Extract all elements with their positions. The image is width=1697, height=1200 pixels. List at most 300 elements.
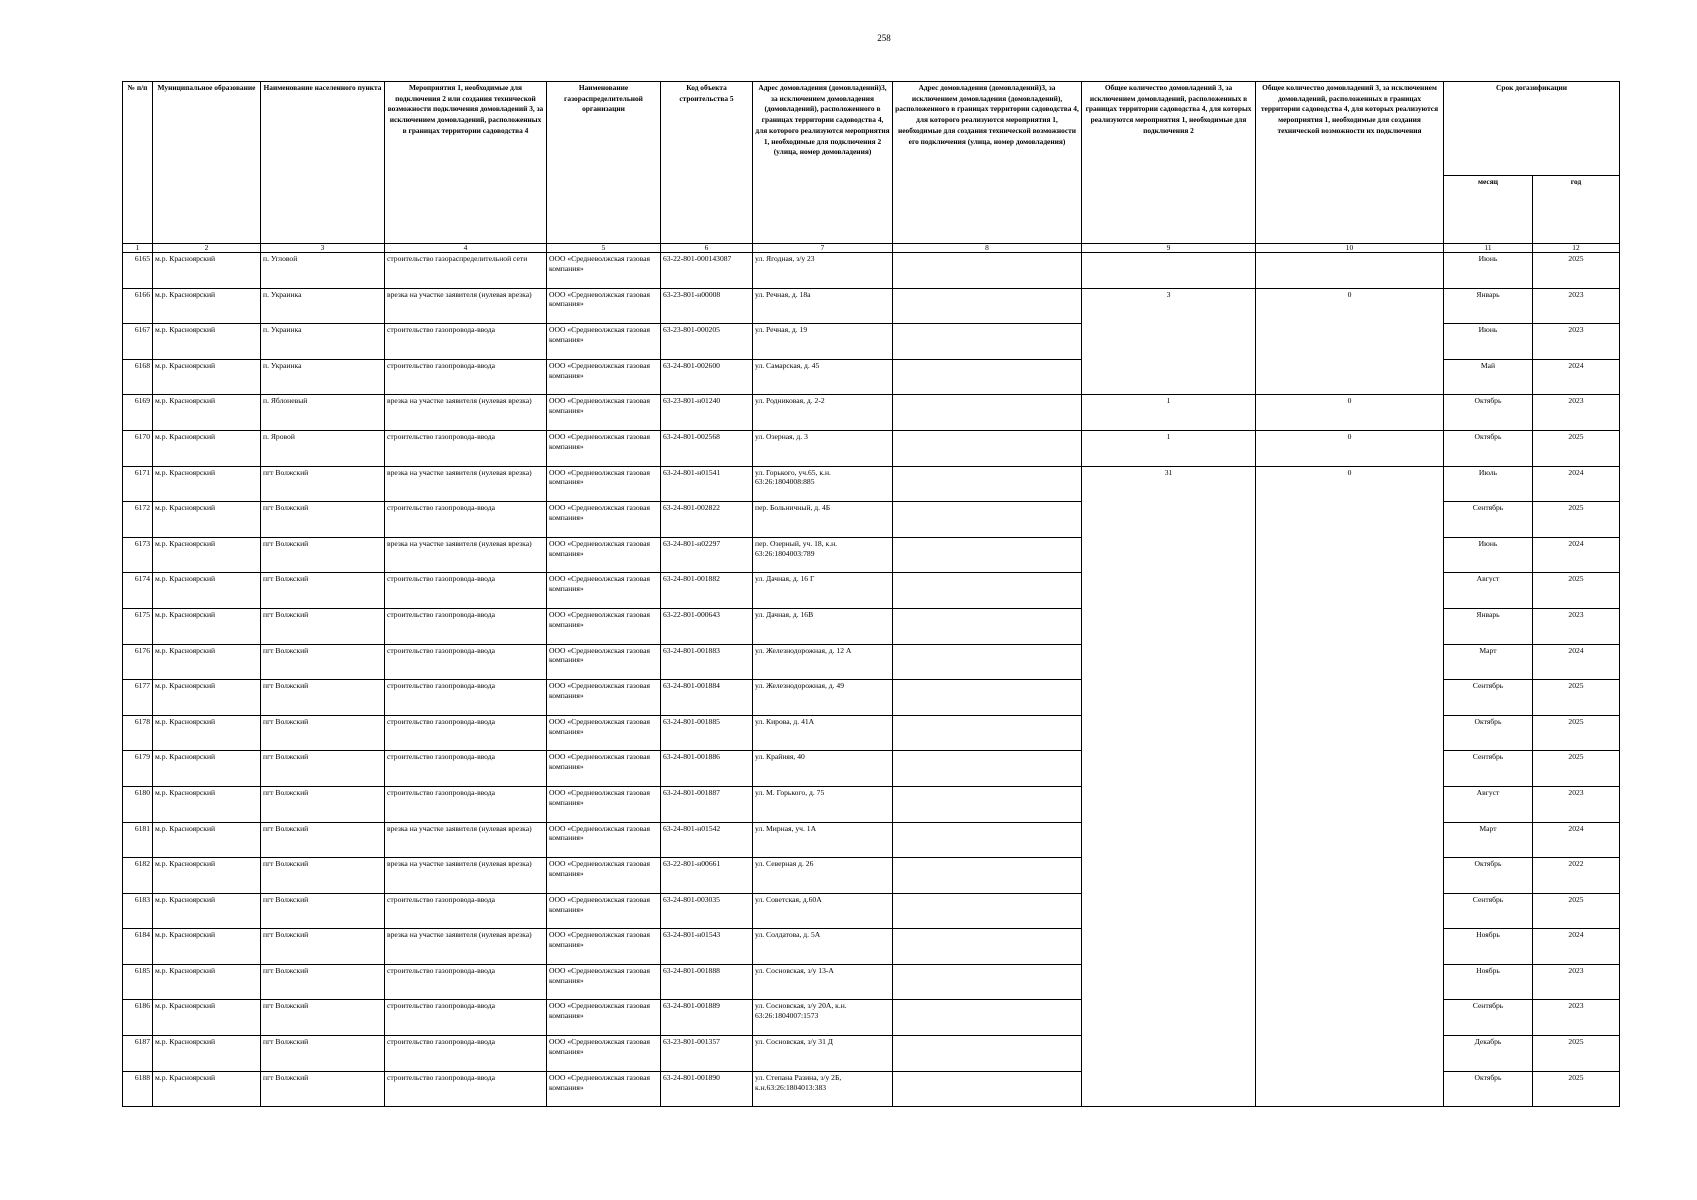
- row-number: 6183: [123, 893, 153, 929]
- header-count-connection: Общее количество домовладений 3, за исключением домовладений, расположенных в границах территории садоводства 4, для которых реализуются мероприятия 1, необходимые для подключения 2: [1082, 82, 1256, 244]
- row-address-tech: [893, 751, 1082, 787]
- row-object-code: 63-22-801-н00661: [661, 858, 753, 894]
- column-number: 6: [661, 244, 753, 253]
- row-count-tech: [1256, 929, 1444, 965]
- row-settlement: пгт Волжский: [261, 964, 385, 1000]
- row-address: ул. Дачная, д. 16В: [753, 608, 893, 644]
- row-address: ул. Железнодорожная, д. 12 А: [753, 644, 893, 680]
- row-address-tech: [893, 858, 1082, 894]
- row-number: 6173: [123, 537, 153, 573]
- row-object-code: 63-24-801-001882: [661, 573, 753, 609]
- row-measure: строительство газопровода-ввода: [385, 608, 547, 644]
- row-number: 6171: [123, 466, 153, 502]
- header-object-code: Код объекта строительства 5: [661, 82, 753, 244]
- row-organization: ООО «Средневолжская газовая компания»: [547, 324, 661, 360]
- table-row: [123, 466, 1620, 502]
- header-count-tech: Общее количество домовладений 3, за исключением домовладений, расположенных в границах территории садоводства 4, для которых реализуются мероприятия 1, необходимые для создания технической возможности их подключения: [1256, 82, 1444, 244]
- column-number-row: [123, 244, 1620, 253]
- row-measure: строительство газопровода-ввода: [385, 964, 547, 1000]
- table-row: [123, 822, 1620, 858]
- row-count-connection: 3: [1082, 288, 1256, 324]
- gasification-table: [122, 81, 1620, 1107]
- row-object-code: 63-24-801-001886: [661, 751, 753, 787]
- table-row: [123, 644, 1620, 680]
- row-organization: ООО «Средневолжская газовая компания»: [547, 858, 661, 894]
- row-count-tech: 0: [1256, 430, 1444, 466]
- row-month: Октябрь: [1444, 858, 1533, 894]
- row-object-code: 63-24-801-001885: [661, 715, 753, 751]
- row-year: 2024: [1533, 929, 1620, 965]
- row-year: 2024: [1533, 822, 1620, 858]
- header-row: [123, 82, 1620, 176]
- row-year: 2025: [1533, 502, 1620, 538]
- row-measure: строительство газопровода-ввода: [385, 893, 547, 929]
- row-month: Сентябрь: [1444, 1000, 1533, 1036]
- row-year: 2023: [1533, 395, 1620, 431]
- row-count-connection: [1082, 573, 1256, 609]
- row-municipality: м.р. Красноярский: [153, 573, 261, 609]
- row-address-tech: [893, 680, 1082, 716]
- row-address-tech: [893, 1036, 1082, 1072]
- row-object-code: 63-24-801-001883: [661, 644, 753, 680]
- row-number: 6178: [123, 715, 153, 751]
- row-count-tech: [1256, 644, 1444, 680]
- row-object-code: 63-24-801-н01543: [661, 929, 753, 965]
- row-measure: строительство газопровода-ввода: [385, 644, 547, 680]
- row-measure: строительство газопровода-ввода: [385, 786, 547, 822]
- row-address: ул. Речная, д. 19: [753, 324, 893, 360]
- row-settlement: п. Украинка: [261, 288, 385, 324]
- row-measure: врезка на участке заявителя (нулевая врезка): [385, 395, 547, 431]
- column-number: 4: [385, 244, 547, 253]
- row-measure: строительство газопровода-ввода: [385, 1036, 547, 1072]
- row-number: 6167: [123, 324, 153, 360]
- row-address: ул. Железнодорожная, д. 49: [753, 680, 893, 716]
- row-month: Сентябрь: [1444, 502, 1533, 538]
- row-municipality: м.р. Красноярский: [153, 608, 261, 644]
- row-count-tech: [1256, 751, 1444, 787]
- row-object-code: 63-22-801-000143087: [661, 253, 753, 289]
- row-address-tech: [893, 466, 1082, 502]
- row-count-connection: [1082, 359, 1256, 395]
- row-month: Сентябрь: [1444, 751, 1533, 787]
- row-municipality: м.р. Красноярский: [153, 324, 261, 360]
- row-count-tech: [1256, 893, 1444, 929]
- row-month: Ноябрь: [1444, 964, 1533, 1000]
- row-count-connection: 31: [1082, 466, 1256, 502]
- row-month: Июль: [1444, 466, 1533, 502]
- row-number: 6166: [123, 288, 153, 324]
- row-count-connection: [1082, 751, 1256, 787]
- row-measure: строительство газопровода-ввода: [385, 573, 547, 609]
- column-number: 2: [153, 244, 261, 253]
- row-address: ул. Крайняя, 40: [753, 751, 893, 787]
- row-month: Октябрь: [1444, 715, 1533, 751]
- row-count-tech: [1256, 573, 1444, 609]
- row-count-tech: 0: [1256, 466, 1444, 502]
- row-organization: ООО «Средневолжская газовая компания»: [547, 751, 661, 787]
- row-settlement: пгт Волжский: [261, 466, 385, 502]
- row-settlement: пгт Волжский: [261, 751, 385, 787]
- row-count-connection: [1082, 1036, 1256, 1072]
- table-row: [123, 288, 1620, 324]
- row-settlement: п. Яблоневый: [261, 395, 385, 431]
- row-year: 2025: [1533, 680, 1620, 716]
- row-count-connection: [1082, 1000, 1256, 1036]
- row-address-tech: [893, 893, 1082, 929]
- row-measure: строительство газопровода-ввода: [385, 324, 547, 360]
- row-settlement: пгт Волжский: [261, 680, 385, 716]
- row-address: ул. Степана Разина, з/у 2Б, к.н.63:26:1804013:383: [753, 1071, 893, 1107]
- row-count-connection: [1082, 502, 1256, 538]
- table-row: [123, 893, 1620, 929]
- row-number: 6185: [123, 964, 153, 1000]
- row-organization: ООО «Средневолжская газовая компания»: [547, 430, 661, 466]
- row-address-tech: [893, 253, 1082, 289]
- row-address-tech: [893, 359, 1082, 395]
- header-address-tech: Адрес домовладения (домовладений)3, за исключением домовладения (домовладений), расположенного в границах территории садоводства 4, для которого реализуются мероприятия 1, необходимые для создания технической возможности его подключения (улица, номер домовладения): [893, 82, 1082, 244]
- row-object-code: 63-24-801-001888: [661, 964, 753, 1000]
- table-row: [123, 608, 1620, 644]
- row-municipality: м.р. Красноярский: [153, 858, 261, 894]
- row-object-code: 63-24-801-002568: [661, 430, 753, 466]
- row-measure: строительство газопровода-ввода: [385, 751, 547, 787]
- row-object-code: 63-24-801-002600: [661, 359, 753, 395]
- table-row: [123, 359, 1620, 395]
- column-number: 10: [1256, 244, 1444, 253]
- row-organization: ООО «Средневолжская газовая компания»: [547, 1000, 661, 1036]
- row-organization: ООО «Средневолжская газовая компания»: [547, 644, 661, 680]
- row-municipality: м.р. Красноярский: [153, 1036, 261, 1072]
- row-month: Октябрь: [1444, 395, 1533, 431]
- row-month: Июнь: [1444, 537, 1533, 573]
- row-municipality: м.р. Красноярский: [153, 288, 261, 324]
- row-settlement: пгт Волжский: [261, 1000, 385, 1036]
- row-number: 6165: [123, 253, 153, 289]
- row-month: Октябрь: [1444, 1071, 1533, 1107]
- row-count-connection: 1: [1082, 430, 1256, 466]
- column-number: 12: [1533, 244, 1620, 253]
- row-municipality: м.р. Красноярский: [153, 893, 261, 929]
- row-organization: ООО «Средневолжская газовая компания»: [547, 786, 661, 822]
- header-municipality: Муниципальное образование: [153, 82, 261, 244]
- row-count-connection: [1082, 929, 1256, 965]
- row-address-tech: [893, 1000, 1082, 1036]
- row-address-tech: [893, 430, 1082, 466]
- row-address-tech: [893, 1071, 1082, 1107]
- column-number: 7: [753, 244, 893, 253]
- row-settlement: пгт Волжский: [261, 1036, 385, 1072]
- row-count-tech: [1256, 1000, 1444, 1036]
- row-settlement: п. Украинка: [261, 359, 385, 395]
- row-address-tech: [893, 964, 1082, 1000]
- row-month: Март: [1444, 644, 1533, 680]
- row-count-connection: [1082, 893, 1256, 929]
- row-measure: строительство газопровода-ввода: [385, 502, 547, 538]
- row-count-connection: [1082, 786, 1256, 822]
- row-year: 2024: [1533, 537, 1620, 573]
- row-address-tech: [893, 929, 1082, 965]
- row-organization: ООО «Средневолжская газовая компания»: [547, 466, 661, 502]
- row-year: 2025: [1533, 893, 1620, 929]
- row-count-tech: 0: [1256, 288, 1444, 324]
- row-address: ул. Солдатова, д. 5А: [753, 929, 893, 965]
- row-year: 2025: [1533, 1036, 1620, 1072]
- row-address-tech: [893, 288, 1082, 324]
- row-number: 6181: [123, 822, 153, 858]
- row-municipality: м.р. Красноярский: [153, 253, 261, 289]
- row-number: 6168: [123, 359, 153, 395]
- row-month: Ноябрь: [1444, 929, 1533, 965]
- row-municipality: м.р. Красноярский: [153, 822, 261, 858]
- row-count-tech: [1256, 786, 1444, 822]
- row-number: 6176: [123, 644, 153, 680]
- row-count-tech: [1256, 502, 1444, 538]
- table-row: [123, 715, 1620, 751]
- row-address: ул. Северная д. 26: [753, 858, 893, 894]
- table-row: [123, 929, 1620, 965]
- row-address-tech: [893, 395, 1082, 431]
- row-month: Август: [1444, 786, 1533, 822]
- row-number: 6169: [123, 395, 153, 431]
- table-row: [123, 680, 1620, 716]
- row-organization: ООО «Средневолжская газовая компания»: [547, 680, 661, 716]
- row-number: 6186: [123, 1000, 153, 1036]
- row-month: Сентябрь: [1444, 893, 1533, 929]
- row-count-connection: [1082, 822, 1256, 858]
- row-number: 6187: [123, 1036, 153, 1072]
- row-measure: врезка на участке заявителя (нулевая врезка): [385, 466, 547, 502]
- row-object-code: 63-23-801-001357: [661, 1036, 753, 1072]
- row-number: 6182: [123, 858, 153, 894]
- row-count-tech: [1256, 1036, 1444, 1072]
- table-row: [123, 430, 1620, 466]
- row-object-code: 63-24-801-001889: [661, 1000, 753, 1036]
- row-count-connection: [1082, 1071, 1256, 1107]
- row-number: 6184: [123, 929, 153, 965]
- row-settlement: пгт Волжский: [261, 786, 385, 822]
- row-settlement: пгт Волжский: [261, 573, 385, 609]
- row-measure: врезка на участке заявителя (нулевая врезка): [385, 288, 547, 324]
- row-measure: строительство газопровода-ввода: [385, 680, 547, 716]
- row-settlement: п. Угловой: [261, 253, 385, 289]
- row-number: 6188: [123, 1071, 153, 1107]
- row-settlement: пгт Волжский: [261, 1071, 385, 1107]
- row-number: 6174: [123, 573, 153, 609]
- row-address-tech: [893, 786, 1082, 822]
- row-count-tech: [1256, 822, 1444, 858]
- row-municipality: м.р. Красноярский: [153, 751, 261, 787]
- column-number: 8: [893, 244, 1082, 253]
- row-settlement: пгт Волжский: [261, 644, 385, 680]
- row-year: 2023: [1533, 786, 1620, 822]
- row-month: Март: [1444, 822, 1533, 858]
- header-settlement: Наименование населенного пункта: [261, 82, 385, 244]
- column-number: 1: [123, 244, 153, 253]
- table-row: [123, 751, 1620, 787]
- row-year: 2023: [1533, 324, 1620, 360]
- row-measure: строительство газопровода-ввода: [385, 1071, 547, 1107]
- row-address: ул. Речная, д. 18а: [753, 288, 893, 324]
- row-address: ул. Родниковая, д. 2-2: [753, 395, 893, 431]
- row-month: Август: [1444, 573, 1533, 609]
- row-organization: ООО «Средневолжская газовая компания»: [547, 1036, 661, 1072]
- header-year: год: [1533, 176, 1620, 244]
- row-measure: строительство газораспределительной сети: [385, 253, 547, 289]
- row-settlement: п. Украинка: [261, 324, 385, 360]
- row-organization: ООО «Средневолжская газовая компания»: [547, 608, 661, 644]
- row-count-connection: [1082, 715, 1256, 751]
- row-address: ул. Ягодная, з/у 23: [753, 253, 893, 289]
- row-count-connection: [1082, 858, 1256, 894]
- row-count-tech: [1256, 715, 1444, 751]
- row-count-tech: [1256, 608, 1444, 644]
- row-month: Декабрь: [1444, 1036, 1533, 1072]
- row-municipality: м.р. Красноярский: [153, 715, 261, 751]
- row-year: 2025: [1533, 573, 1620, 609]
- row-count-tech: [1256, 324, 1444, 360]
- row-settlement: пгт Волжский: [261, 929, 385, 965]
- row-measure: строительство газопровода-ввода: [385, 1000, 547, 1036]
- row-measure: строительство газопровода-ввода: [385, 430, 547, 466]
- row-municipality: м.р. Красноярский: [153, 537, 261, 573]
- row-measure: строительство газопровода-ввода: [385, 715, 547, 751]
- page-number: 258: [877, 33, 891, 43]
- row-count-connection: [1082, 253, 1256, 289]
- row-count-tech: [1256, 359, 1444, 395]
- row-organization: ООО «Средневолжская газовая компания»: [547, 537, 661, 573]
- row-object-code: 63-22-801-000643: [661, 608, 753, 644]
- row-measure: врезка на участке заявителя (нулевая врезка): [385, 858, 547, 894]
- row-municipality: м.р. Красноярский: [153, 680, 261, 716]
- row-address-tech: [893, 715, 1082, 751]
- row-object-code: 63-23-801-000205: [661, 324, 753, 360]
- row-object-code: 63-24-801-001890: [661, 1071, 753, 1107]
- table-row: [123, 324, 1620, 360]
- table-row: [123, 537, 1620, 573]
- row-month: Сентябрь: [1444, 680, 1533, 716]
- row-organization: ООО «Средневолжская газовая компания»: [547, 715, 661, 751]
- row-object-code: 63-24-801-н01542: [661, 822, 753, 858]
- row-address: ул. М. Горького, д. 75: [753, 786, 893, 822]
- row-municipality: м.р. Красноярский: [153, 502, 261, 538]
- row-year: 2022: [1533, 858, 1620, 894]
- header-measures: Мероприятия 1, необходимые для подключения 2 или создания технической возможности подключения домовладений 3, за исключением домовладений, расположенных в границах территории садоводства 4: [385, 82, 547, 244]
- row-object-code: 63-23-801-н01240: [661, 395, 753, 431]
- row-organization: ООО «Средневолжская газовая компания»: [547, 929, 661, 965]
- row-number: 6172: [123, 502, 153, 538]
- row-address: ул. Самарская, д. 45: [753, 359, 893, 395]
- row-count-tech: 0: [1256, 395, 1444, 431]
- row-municipality: м.р. Красноярский: [153, 786, 261, 822]
- table-row: [123, 395, 1620, 431]
- table-row: [123, 1071, 1620, 1107]
- row-measure: врезка на участке заявителя (нулевая врезка): [385, 929, 547, 965]
- row-organization: ООО «Средневолжская газовая компания»: [547, 359, 661, 395]
- row-address: пер. Больничный, д. 4Б: [753, 502, 893, 538]
- row-object-code: 63-24-801-001884: [661, 680, 753, 716]
- row-measure: врезка на участке заявителя (нулевая врезка): [385, 822, 547, 858]
- row-number: 6179: [123, 751, 153, 787]
- row-month: Май: [1444, 359, 1533, 395]
- row-object-code: 63-24-801-001887: [661, 786, 753, 822]
- row-organization: ООО «Средневолжская газовая компания»: [547, 964, 661, 1000]
- row-settlement: пгт Волжский: [261, 858, 385, 894]
- row-number: 6180: [123, 786, 153, 822]
- row-object-code: 63-24-801-003035: [661, 893, 753, 929]
- header-address-connection: Адрес домовладения (домовладений)3, за исключением домовладения (домовладений), расположенного в границах территории садоводства 4, для которого реализуются мероприятия 1, необходимые для подключения 2 (улица, номер домовладения): [753, 82, 893, 244]
- row-measure: строительство газопровода-ввода: [385, 359, 547, 395]
- row-settlement: пгт Волжский: [261, 502, 385, 538]
- row-municipality: м.р. Красноярский: [153, 466, 261, 502]
- row-settlement: пгт Волжский: [261, 715, 385, 751]
- row-count-tech: [1256, 1071, 1444, 1107]
- header-deadline: Срок догазификации: [1444, 82, 1620, 176]
- table-row: [123, 253, 1620, 289]
- row-municipality: м.р. Красноярский: [153, 644, 261, 680]
- table-row: [123, 1036, 1620, 1072]
- row-address: ул. Мирная, уч. 1А: [753, 822, 893, 858]
- row-organization: ООО «Средневолжская газовая компания»: [547, 502, 661, 538]
- row-address-tech: [893, 537, 1082, 573]
- row-address-tech: [893, 822, 1082, 858]
- row-count-tech: [1256, 537, 1444, 573]
- row-year: 2025: [1533, 715, 1620, 751]
- row-count-tech: [1256, 253, 1444, 289]
- table-row: [123, 573, 1620, 609]
- row-organization: ООО «Средневолжская газовая компания»: [547, 395, 661, 431]
- row-count-tech: [1256, 964, 1444, 1000]
- row-object-code: 63-24-801-н01541: [661, 466, 753, 502]
- row-count-tech: [1256, 858, 1444, 894]
- row-settlement: пгт Волжский: [261, 893, 385, 929]
- row-address: ул. Сосновская, з/у 13-А: [753, 964, 893, 1000]
- row-year: 2023: [1533, 964, 1620, 1000]
- table-row: [123, 858, 1620, 894]
- row-organization: ООО «Средневолжская газовая компания»: [547, 253, 661, 289]
- row-settlement: пгт Волжский: [261, 822, 385, 858]
- row-address: ул. Озерная, д. 3: [753, 430, 893, 466]
- row-municipality: м.р. Красноярский: [153, 395, 261, 431]
- row-municipality: м.р. Красноярский: [153, 359, 261, 395]
- row-year: 2024: [1533, 359, 1620, 395]
- row-address: ул. Сосновская, з/у 31 Д: [753, 1036, 893, 1072]
- header-month: месяц: [1444, 176, 1533, 244]
- row-year: 2025: [1533, 751, 1620, 787]
- row-municipality: м.р. Красноярский: [153, 430, 261, 466]
- row-object-code: 63-24-801-н02297: [661, 537, 753, 573]
- column-number: 9: [1082, 244, 1256, 253]
- row-organization: ООО «Средневолжская газовая компания»: [547, 1071, 661, 1107]
- row-year: 2025: [1533, 1071, 1620, 1107]
- row-organization: ООО «Средневолжская газовая компания»: [547, 288, 661, 324]
- row-year: 2023: [1533, 608, 1620, 644]
- row-month: Июнь: [1444, 253, 1533, 289]
- table-row: [123, 964, 1620, 1000]
- row-month: Январь: [1444, 608, 1533, 644]
- row-settlement: п. Яровой: [261, 430, 385, 466]
- row-count-connection: [1082, 680, 1256, 716]
- row-year: 2024: [1533, 466, 1620, 502]
- table-row: [123, 1000, 1620, 1036]
- row-settlement: пгт Волжский: [261, 608, 385, 644]
- row-address: ул. Советская, д.60А: [753, 893, 893, 929]
- row-address: пер. Озерный, уч. 18, к.н. 63:26:1804003:789: [753, 537, 893, 573]
- row-number: 6175: [123, 608, 153, 644]
- row-year: 2025: [1533, 253, 1620, 289]
- row-object-code: 63-23-801-н00008: [661, 288, 753, 324]
- row-municipality: м.р. Красноярский: [153, 1071, 261, 1107]
